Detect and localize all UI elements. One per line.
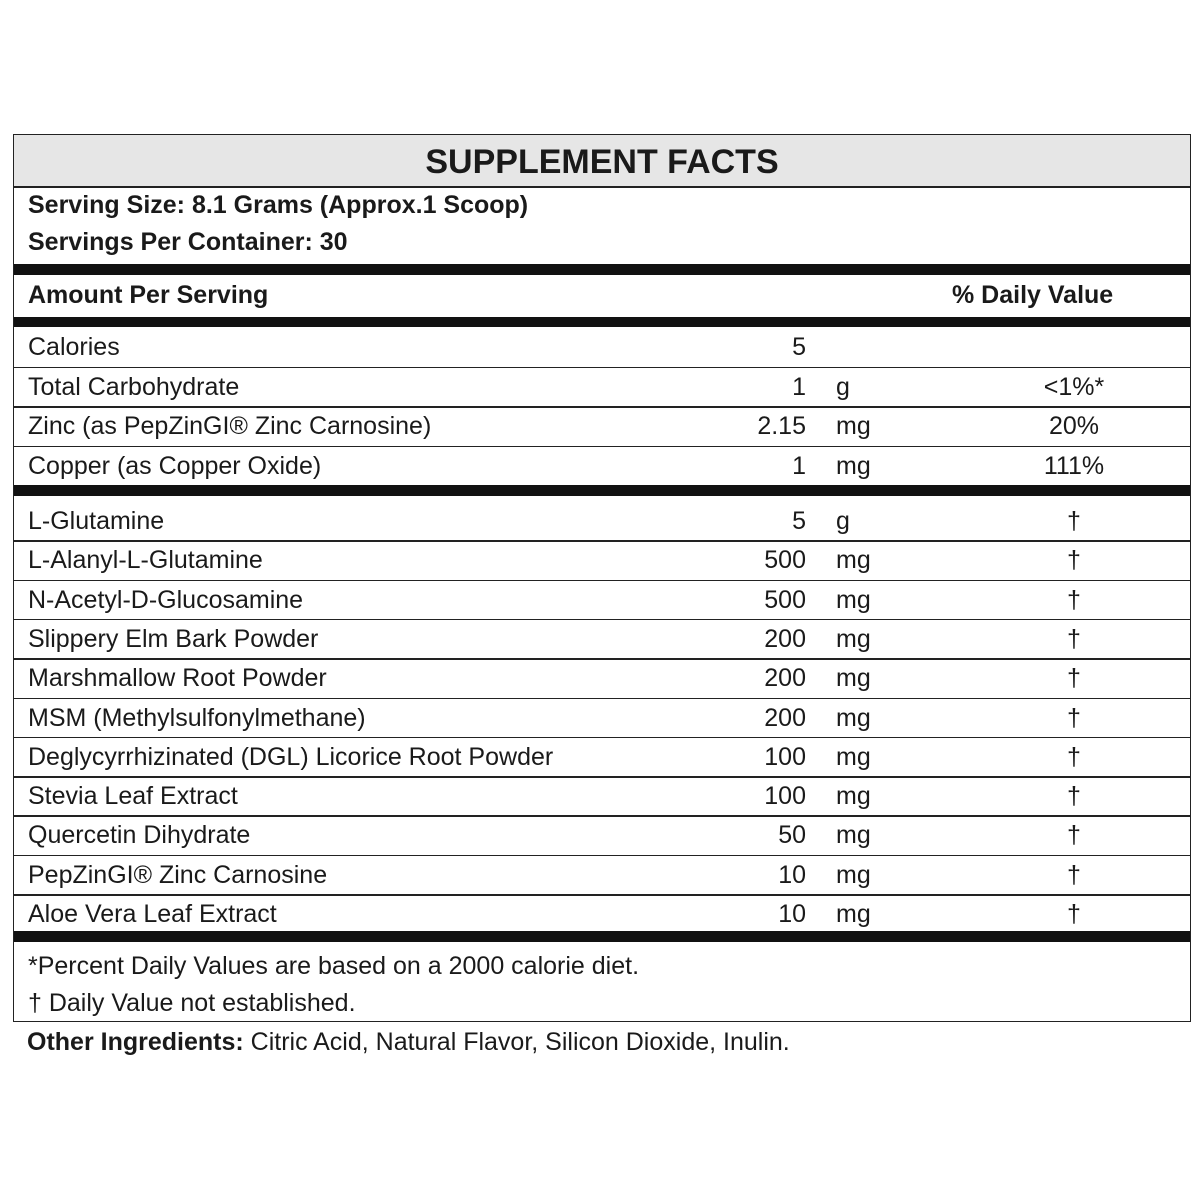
row-amount: 200 xyxy=(764,703,806,732)
ingredient-row xyxy=(14,895,1190,934)
row-unit: mg xyxy=(836,821,871,850)
dagger-note: † Daily Value not established. xyxy=(28,989,356,1017)
row-daily-value: <1%* xyxy=(1043,372,1105,401)
row-unit: mg xyxy=(836,624,871,653)
thick-divider xyxy=(14,317,1190,327)
row-unit: mg xyxy=(836,451,871,480)
row-daily-value: † xyxy=(1067,664,1081,693)
ingredient-row xyxy=(14,541,1190,580)
ingredient-row xyxy=(14,816,1190,855)
row-name: N-Acetyl-D-Glucosamine xyxy=(28,585,304,614)
thick-divider xyxy=(14,485,1190,496)
row-amount: 100 xyxy=(764,742,806,771)
daily-value-header: % Daily Value xyxy=(952,281,1114,309)
ingredient-row xyxy=(14,856,1190,895)
ingredient-row xyxy=(14,699,1190,738)
row-name: Quercetin Dihydrate xyxy=(28,821,251,850)
servings-per-container: Servings Per Container: 30 xyxy=(28,228,348,256)
row-daily-value: † xyxy=(1067,900,1081,928)
ingredient-row xyxy=(14,738,1190,777)
row-unit: g xyxy=(836,507,850,535)
percent-daily-note: *Percent Daily Values are based on a 2000 calorie diet. xyxy=(28,952,640,980)
row-amount: 5 xyxy=(792,507,806,535)
ingredient-row xyxy=(14,620,1190,659)
supplement-facts-panel xyxy=(13,134,1191,1022)
other-ingredients-label: Other Ingredients: xyxy=(27,1028,244,1056)
nutrient-row xyxy=(14,407,1190,446)
row-name: Zinc (as PepZinGI® Zinc Carnosine) xyxy=(28,412,432,440)
panel-title: SUPPLEMENT FACTS xyxy=(14,135,1190,186)
row-amount: 10 xyxy=(778,900,806,928)
row-name: Calories xyxy=(28,333,120,361)
row-name: L-Glutamine xyxy=(28,507,165,535)
row-name: Total Carbohydrate xyxy=(28,372,240,401)
row-unit: mg xyxy=(836,900,871,928)
row-daily-value: † xyxy=(1067,782,1081,811)
nutrient-row xyxy=(14,328,1190,367)
row-name: Marshmallow Root Powder xyxy=(28,664,327,693)
row-amount: 5 xyxy=(792,333,806,361)
ingredient-row xyxy=(14,502,1190,541)
row-daily-value: 111% xyxy=(1043,451,1105,480)
row-amount: 500 xyxy=(764,585,806,614)
ingredient-row xyxy=(14,581,1190,620)
row-daily-value: † xyxy=(1067,585,1081,614)
thick-divider xyxy=(14,931,1190,942)
row-daily-value: † xyxy=(1067,546,1081,575)
row-unit: mg xyxy=(836,546,871,575)
title-divider xyxy=(14,186,1190,188)
row-daily-value: † xyxy=(1067,860,1081,889)
row-name: L-Alanyl-L-Glutamine xyxy=(28,546,263,575)
row-daily-value: † xyxy=(1067,742,1081,771)
row-amount: 200 xyxy=(764,664,806,693)
row-amount: 2.15 xyxy=(757,412,806,440)
row-name: Copper (as Copper Oxide) xyxy=(28,451,322,480)
row-name: MSM (Methylsulfonylmethane) xyxy=(28,703,366,732)
row-name: Slippery Elm Bark Powder xyxy=(28,624,319,653)
thick-divider xyxy=(14,264,1190,275)
row-unit: mg xyxy=(836,703,871,732)
row-amount: 50 xyxy=(778,821,806,850)
row-unit: mg xyxy=(836,585,871,614)
row-unit: mg xyxy=(836,742,871,771)
nutrient-row xyxy=(14,368,1190,407)
amount-per-serving-header: Amount Per Serving xyxy=(28,281,269,309)
row-daily-value: † xyxy=(1067,821,1081,850)
row-amount: 1 xyxy=(792,372,806,401)
row-amount: 200 xyxy=(764,624,806,653)
row-unit: mg xyxy=(836,782,871,811)
row-daily-value: † xyxy=(1067,703,1081,732)
row-daily-value: † xyxy=(1067,507,1081,535)
ingredient-row xyxy=(14,659,1190,698)
row-name: PepZinGI® Zinc Carnosine xyxy=(28,860,328,889)
row-unit: g xyxy=(836,372,850,401)
row-name: Aloe Vera Leaf Extract xyxy=(28,900,277,928)
serving-size: Serving Size: 8.1 Grams (Approx.1 Scoop) xyxy=(28,191,529,219)
row-unit: mg xyxy=(836,860,871,889)
row-amount: 100 xyxy=(764,782,806,811)
row-unit: mg xyxy=(836,664,871,693)
row-name: Deglycyrrhizinated (DGL) Licorice Root Powder xyxy=(28,742,554,771)
ingredient-row xyxy=(14,777,1190,816)
row-daily-value: † xyxy=(1067,624,1081,653)
row-daily-value: 20% xyxy=(1048,412,1100,440)
row-name: Stevia Leaf Extract xyxy=(28,782,238,811)
other-ingredients-text: Citric Acid, Natural Flavor, Silicon Dioxide, Inulin. xyxy=(243,1028,790,1056)
row-amount: 1 xyxy=(792,451,806,480)
nutrient-row xyxy=(14,447,1190,486)
row-unit: mg xyxy=(836,412,871,440)
row-amount: 10 xyxy=(778,860,806,889)
other-ingredients xyxy=(27,1028,790,1057)
row-amount: 500 xyxy=(764,546,806,575)
